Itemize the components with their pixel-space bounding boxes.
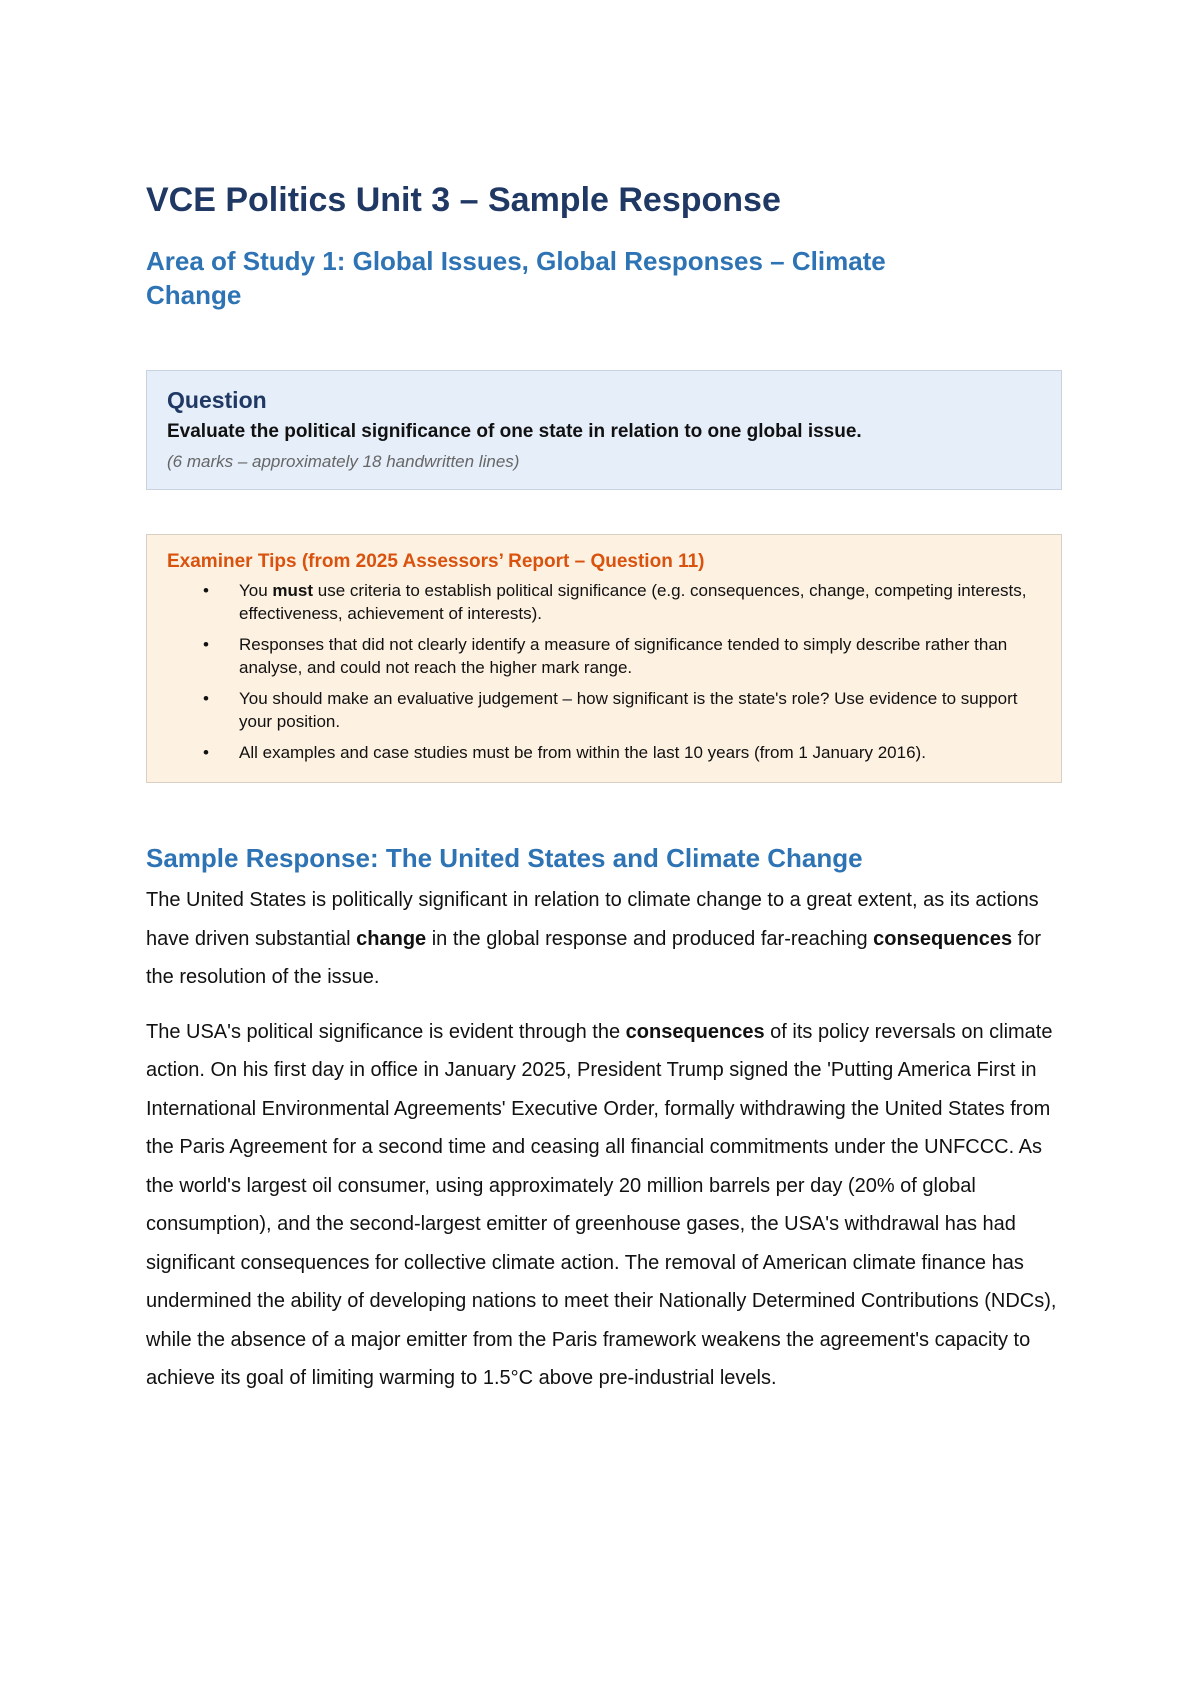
question-box [146, 370, 1062, 490]
examiner-tips-box [146, 534, 1062, 783]
tip-text: All examples and case studies must be from within the last 10 years (from 1 January 2016). [239, 743, 926, 762]
question-note: (6 marks – approximately 18 handwritten lines) [167, 452, 520, 471]
paragraph-text: of its policy reversals on climate action. On his first day in office in January 2025, President Trump signed the 'Putting America First in International Environmental Agreements' Executive Order, formally withdrawing the United States from the Paris Agreement for a second time and ceasing all financial commitments under the UNFCCC. As the world's largest oil consumer, using approximately 20 million barrels per day (20% of global consumption), and the second-largest emitter of greenhouse gases, the USA's withdrawal has had significant consequences for collective climate action. The removal of American climate finance has undermined the ability of developing nations to meet their Nationally Determined Contributions (NDCs), while the absence of a major emitter from the Paris framework weakens the agreement's capacity to achieve its goal of limiting warming to 1.5°C above pre-industrial levels. [146, 1020, 1057, 1389]
page-title: VCE Politics Unit 3 – Sample Response [146, 181, 781, 219]
paragraph-emphasis: consequences [873, 927, 1013, 950]
tip-text: You should make an evaluative judgement – how significant is the state's role? Use evidence to support your position. [239, 689, 1018, 731]
tip-item [167, 633, 1041, 679]
tip-item [167, 687, 1041, 733]
question-heading: Question [167, 387, 267, 413]
bullet-icon: • [203, 635, 209, 654]
tip-item [167, 741, 1041, 764]
tip-text: You [239, 581, 273, 600]
page-subtitle: Area of Study 1: Global Issues, Global Responses – Climate Change [146, 246, 886, 310]
section-heading: Sample Response: The United States and Climate Change [146, 843, 863, 873]
paragraph-text: The United States is politically significant in relation to climate change to a great extent, as its actions have driven substantial [146, 889, 1039, 950]
body-paragraph [146, 881, 1062, 997]
tip-item [167, 579, 1041, 625]
paragraph-text: The USA's political significance is evident through the [146, 1020, 626, 1043]
bullet-icon: • [203, 689, 209, 708]
tip-text: use criteria to establish political significance (e.g. consequences, change, competing interests, effectiveness, achievement of interests). [239, 581, 1027, 623]
examiner-tips-heading: Examiner Tips (from 2025 Assessors’ Report – Question 11) [167, 551, 705, 572]
tip-emphasis: must [272, 581, 314, 600]
bullet-icon: • [203, 743, 209, 762]
paragraph-emphasis: consequences [625, 1020, 765, 1043]
question-text: Evaluate the political significance of one state in relation to one global issue. [167, 421, 862, 442]
paragraph-emphasis: change [356, 927, 427, 950]
tip-text: Responses that did not clearly identify a measure of significance tended to simply describe rather than analyse, and could not reach the higher mark range. [239, 635, 1008, 677]
body-paragraph [146, 1013, 1062, 1398]
paragraph-text: for the resolution of the issue. [146, 927, 1041, 988]
examiner-tips-list [167, 579, 1041, 764]
document-page [146, 178, 1062, 1398]
bullet-icon: • [203, 581, 209, 600]
paragraph-text: in the global response and produced far-reaching [426, 927, 874, 950]
